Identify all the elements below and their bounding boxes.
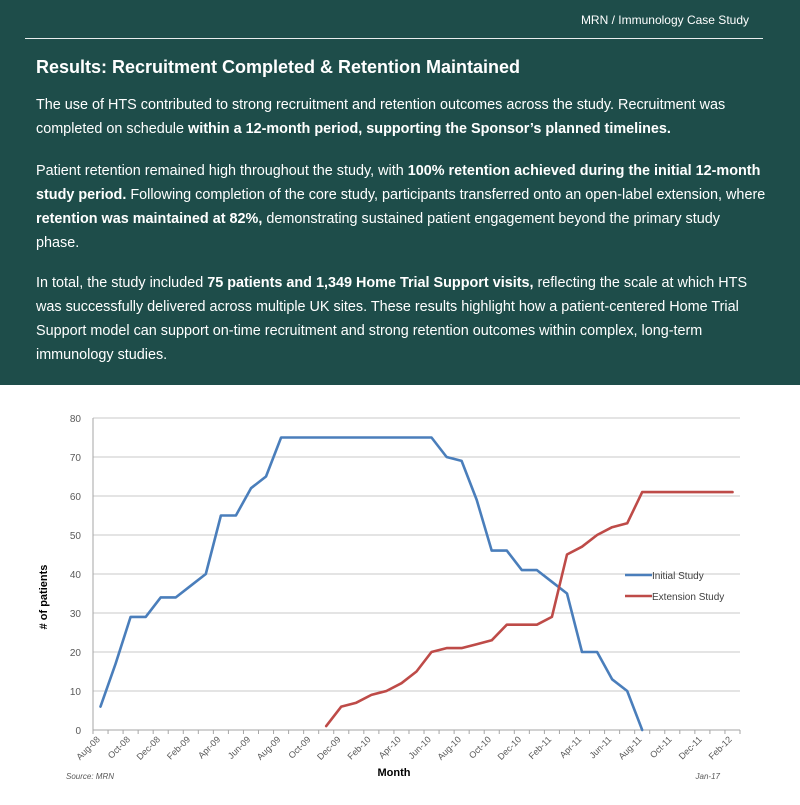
x-tick-label: Dec-08 [134, 734, 163, 762]
y-tick-label: 30 [69, 609, 81, 620]
x-tick-label: Oct-10 [466, 734, 494, 761]
paragraph-emphasis: 75 patients and 1,349 Home Trial Support visits, [207, 275, 534, 291]
paragraph-text: reflecting the scale at which HTS was successfully delivered across multiple UK sites. These results highlight how a patient-centered Home Trial Support model can support on-time recruitment and strong retention outcomes within complex, long-term immunology studies. [36, 275, 748, 363]
paragraph-text: Patient retention remained high throughout the study, with [36, 163, 408, 179]
case-study-label: MRN / Immunology Case Study [580, 13, 749, 27]
x-tick-label: Jun-10 [406, 734, 433, 761]
legend-label: Extension Study [652, 592, 725, 603]
x-tick-label: Apr-11 [557, 734, 584, 761]
y-tick-label: 20 [69, 648, 81, 659]
x-tick-label: Aug-09 [254, 734, 283, 762]
chart-area [0, 385, 800, 800]
legend-label: Initial Study [652, 571, 704, 582]
y-tick-label: 50 [69, 531, 81, 542]
paragraph-text: demonstrating sustained patient engagement beyond the primary study phase. [36, 211, 720, 251]
page-title: Results: Recruitment Completed & Retention Maintained [36, 57, 521, 77]
paragraph-emphasis: retention was maintained at 82%, [36, 211, 263, 227]
line-chart [0, 385, 800, 800]
paragraph-text: The use of HTS contributed to strong recruitment and retention outcomes across the study. Recruitment was completed on schedule [36, 97, 726, 137]
header-divider [25, 38, 763, 39]
x-tick-label: Apr-09 [196, 734, 223, 761]
x-tick-label: Feb-09 [164, 734, 193, 762]
x-tick-label: Aug-11 [616, 734, 644, 762]
y-tick-label: 40 [69, 570, 81, 581]
x-tick-label: Jun-11 [587, 734, 614, 761]
x-tick-label: Feb-10 [345, 734, 373, 762]
paragraph-totals [36, 271, 766, 367]
y-tick-label: 10 [69, 687, 81, 698]
y-tick-label: 0 [75, 726, 81, 737]
x-tick-label: Aug-08 [74, 734, 102, 762]
paragraph-recruitment [36, 93, 766, 141]
x-tick-label: Feb-12 [706, 734, 734, 762]
paragraph-emphasis: 100% retention achieved during the initial 12-month study period. [36, 163, 761, 203]
x-tick-label: Dec-09 [315, 734, 343, 762]
x-tick-label: Oct-09 [286, 734, 313, 761]
paragraph-text: In total, the study included [36, 275, 208, 291]
date-note: Jan-17 [695, 772, 720, 781]
paragraph-retention [36, 159, 766, 255]
results-panel [0, 0, 800, 385]
x-tick-label: Feb-11 [526, 734, 554, 762]
x-tick-label: Aug-10 [435, 734, 464, 762]
y-tick-label: 70 [69, 453, 81, 464]
y-tick-label: 60 [69, 492, 81, 503]
paragraph-emphasis: within a 12-month period, supporting the Sponsor’s planned timelines. [188, 121, 671, 137]
y-axis-title: # of patients [38, 564, 50, 630]
x-tick-label: Dec-11 [676, 734, 704, 762]
source-note: Source: MRN [66, 772, 115, 781]
y-tick-label: 80 [69, 414, 81, 425]
x-axis-title: Month [377, 767, 411, 779]
x-tick-label: Oct-11 [648, 734, 674, 761]
paragraph-text: Following completion of the core study, participants transferred onto an open-label extension, where [126, 187, 766, 203]
x-tick-label: Dec-10 [495, 734, 524, 762]
x-tick-label: Oct-08 [105, 734, 133, 761]
x-tick-label: Apr-10 [376, 734, 403, 761]
x-tick-label: Jun-09 [225, 734, 253, 761]
